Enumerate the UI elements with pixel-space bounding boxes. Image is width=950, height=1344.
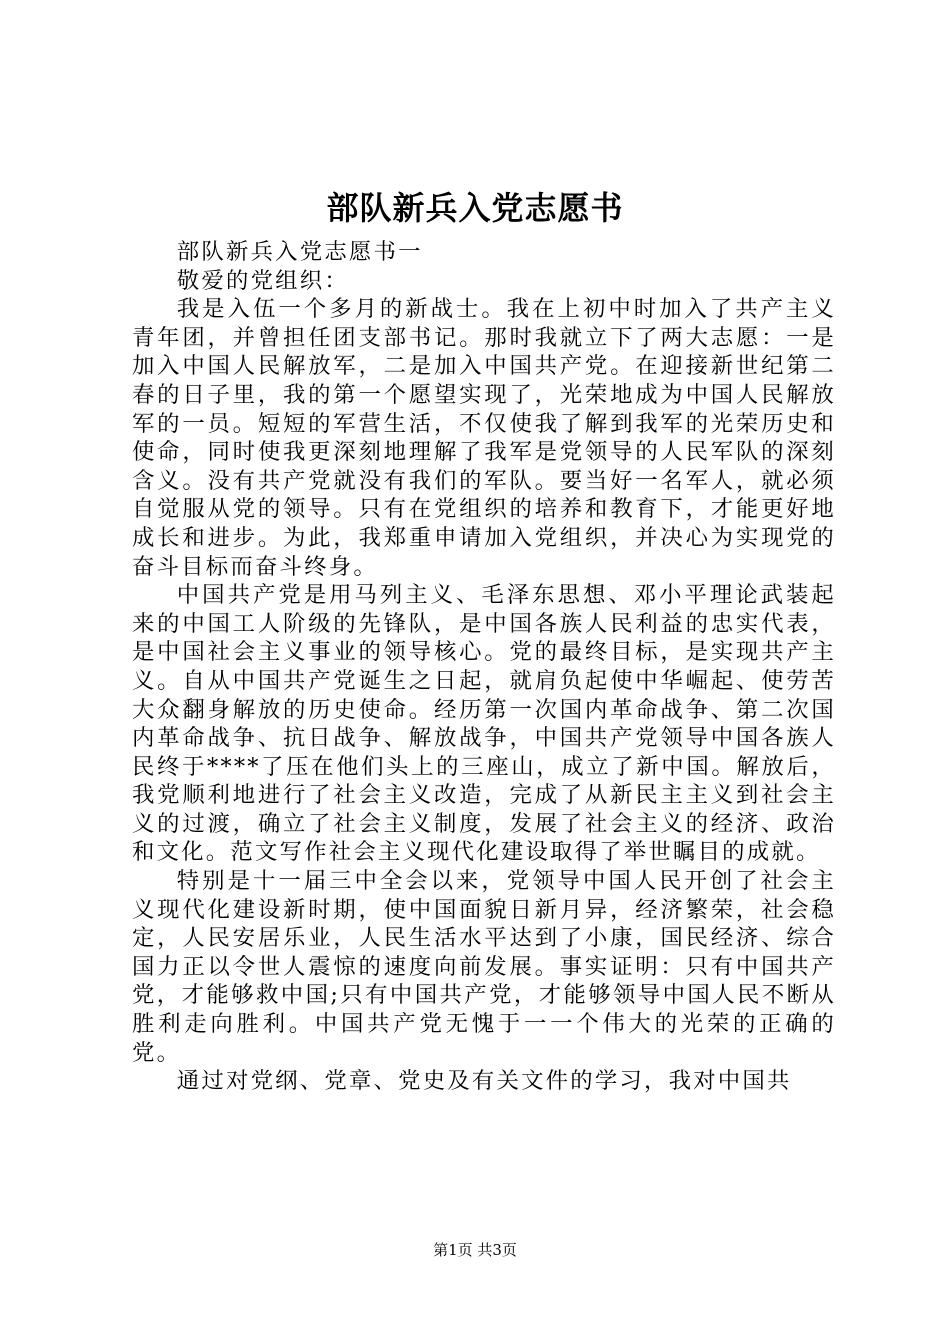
salutation: 敬爱的党组织： <box>176 267 349 294</box>
paragraph: 中国共产党是用马列主义、毛泽东思想、邓小平理论武装起来的中国工人阶级的先锋队，是中国各族人民利益的忠实代表，是中国社会主义事业的领导核心。党的最终目标，是实现共产主义。自从中国共产党诞生之日起，就肩负起使中华崛起、使劳苦大众翻身解放的历史使命。经历第一次国内革命战争、第二次国内革命战争、抗日战争、解放战争，中国共产党领导中国各族人民终于****了压在他们头上的三座山，成立了新中国。解放后，我党顺利地进行了社会主义改造，完成了从新民主主义到社会主义的过渡，确立了社会主义制度，发展了社会主义的经济、政治和文化。范文写作社会主义现代化建设取得了举世瞩目的成就。 <box>132 582 836 866</box>
document-subtitle: 部队新兵入党志愿书一 <box>176 239 423 265</box>
paragraph: 我是入伍一个多月的新战士。我在上初中时加入了共产主义青年团，并曾担任团支部书记。那时我就立下了两大志愿：一是加入中国人民解放军，二是加入中国共产党。在迎接新世纪第二春的日子里，我的第一个愿望实现了，光荣地成为中国人民解放军的一员。短短的军营生活，不仅使我了解到我军的光荣历史和使命，同时使我更深刻地理解了我军是党领导的人民军队的深刻含义。没有共产党就没有我们的军队。要当好一名军人，就必须自觉服从党的领导。只有在党组织的培养和教育下，才能更好地成长和进步。为此，我郑重申请加入党组织，并决心为实现党的奋斗目标而奋斗终身。 <box>132 296 836 580</box>
paragraph: 通过对党纲、党章、党史及有关文件的学习，我对中国共 <box>176 1068 792 1095</box>
page-number: 第1页 共3页 <box>433 1241 517 1259</box>
paragraph: 特别是十一届三中全会以来，党领导中国人民开创了社会主义现代化建设新时期，使中国面貌日新月异，经济繁荣，社会稳定，人民安居乐业，人民生活水平达到了小康，国民经济、综合国力正以令世人震惊的速度向前发展。事实证明：只有中国共产党，才能够救中国;只有中国共产党，才能够领导中国人民不断从胜利走向胜利。中国共产党无愧于一一个伟大的光荣的正确的党。 <box>132 868 836 1066</box>
page-footer <box>0 1240 950 1260</box>
document-body <box>132 238 836 1096</box>
document-title: 部队新兵入党志愿书 <box>326 189 624 227</box>
